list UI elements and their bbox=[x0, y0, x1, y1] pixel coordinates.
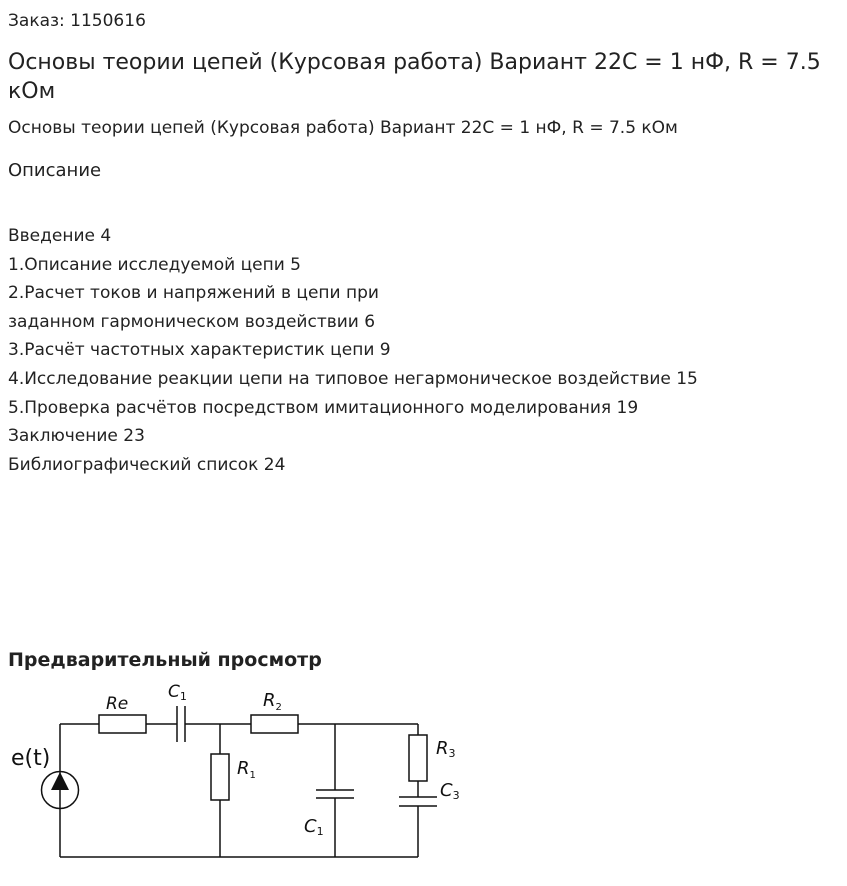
capacitor-c3-icon bbox=[399, 797, 437, 806]
toc-item: 5.Проверка расчётов посредством имитационного моделирования 19 bbox=[8, 397, 639, 418]
c3-label: C3 bbox=[440, 780, 460, 802]
page-title: Основы теории цепей (Курсовая работа) Вариант 22С = 1 нФ, R = 7.5 кОм bbox=[8, 50, 821, 104]
resistor-r1-icon bbox=[211, 754, 229, 800]
toc-item: 2.Расчет токов и напряжений в цепи при bbox=[8, 283, 379, 304]
capacitor-c1-top-icon bbox=[177, 706, 185, 742]
resistor-r3-icon bbox=[409, 735, 427, 781]
toc-item: 1.Описание исследуемой цепи 5 bbox=[8, 254, 301, 275]
r3-label: R3 bbox=[436, 738, 456, 760]
circuit-diagram bbox=[0, 676, 480, 876]
order-number: Заказ: 1150616 bbox=[8, 11, 146, 31]
c1-bottom-label: C1 bbox=[304, 816, 324, 838]
toc-item: заданном гармоническом воздействии 6 bbox=[8, 311, 376, 332]
resistor-re-icon bbox=[99, 715, 146, 733]
toc-item: 3.Расчёт частотных характеристик цепи 9 bbox=[8, 340, 391, 361]
description-heading: Описание bbox=[8, 160, 102, 181]
page-subtitle: Основы теории цепей (Курсовая работа) Вариант 22С = 1 нФ, R = 7.5 кОм bbox=[8, 118, 678, 138]
r2-label: $R_2$ bbox=[263, 690, 282, 713]
source-label: e(t) bbox=[11, 746, 51, 771]
table-of-contents bbox=[8, 222, 698, 479]
toc-item: Заключение 23 bbox=[8, 426, 145, 447]
c1-top-label: C1 bbox=[168, 682, 187, 703]
toc-item: Библиографический список 24 bbox=[8, 454, 286, 475]
toc-item: Введение 4 bbox=[8, 226, 112, 246]
toc-item: 4.Исследование реакции цепи на типовое негармоническое воздействие 15 bbox=[8, 368, 698, 389]
capacitor-c1-bottom-icon bbox=[316, 790, 354, 798]
resistor-r2-icon bbox=[251, 715, 298, 733]
re-label: Re bbox=[106, 694, 129, 714]
r1-label: $R_1$ bbox=[237, 758, 256, 781]
preview-heading: Предварительный просмотр bbox=[8, 649, 322, 671]
voltage-source-icon bbox=[42, 771, 79, 809]
